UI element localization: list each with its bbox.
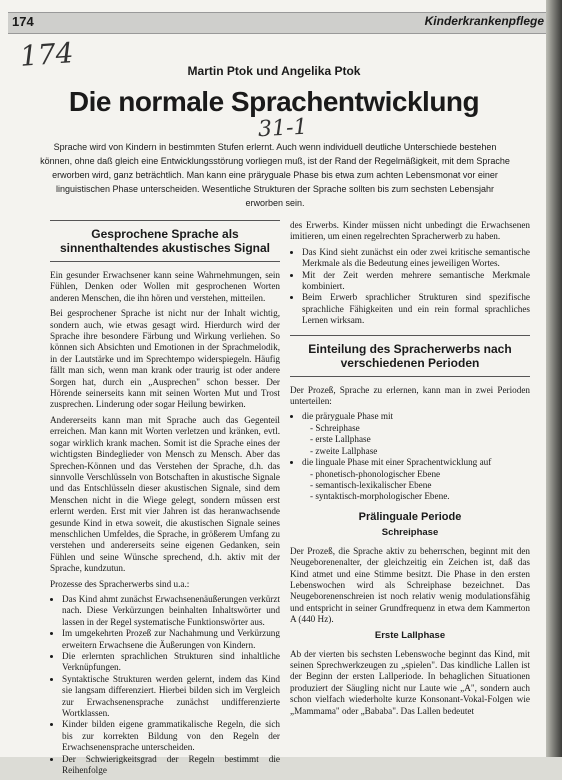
left-column [50,220,280,780]
section-heading: Einteilung des Spracherwerbs nach verschiedenen Perioden [290,335,530,377]
paragraph: Der Prozeß, die Sprache aktiv zu beherrschen, beginnt mit den Neugeborenenalter, der gleichzeitig ein Zeichen ist, daß das Kind atmet und eine Stimme besitzt. Die Phase in den ersten Lebenswochen wird als Schreiphase bezeichnet. Das Neugeborenenschreien ist noch relativ wenig modulationsfähig und entspricht in seiner Grundfrequenz in etwa dem Kammerton A (440 Hz). [290,545,530,625]
list-item-label: die präryguale Phase mit [302,411,394,422]
list-item-label: die linguale Phase mit einer Sprachentwicklung auf [302,457,492,468]
handwritten-note: 31-1 [257,114,309,143]
section-title: Kinderkrankenpflege [424,14,544,28]
list-item: • Mit der Zeit werden mehrere semantische Merkmale kombiniert. [302,270,530,293]
page-number: 174 [12,14,34,29]
sub-list-item: - syntaktisch-morphologischer Ebene. [310,491,450,502]
subsubsection-heading: Schreiphase [381,526,439,538]
sub-list-item: - semantisch-lexikalischer Ebene [310,479,432,490]
paragraph: Bei gesprochener Sprache ist nicht nur der Inhalt wichtig, sondern auch, wie etwas gesagt wird. Hierdurch wird der Sprache ihre besondere Färbung und Wirkung verliehen. So können sich Absichten und Emotionen in der Sprachmelodik, in der Lautstärke und im Sprechtempo widerspiegeln. Häufig fällt man sich, wenn man krank oder traurig ist oder andere Sorgen hat, durch ein „Ausprechen" schon besser. Der Hörende seinerseits kann mit seinen Worten Mut und Trost zusprechen. Linderung oder sogar Heilung bewirken. [50,308,280,410]
list-item: • Beim Erwerb sprachlicher Strukturen sind spezifische sprachliche Fähigkeiten und ein rein formal sprachliches Lernen wirksam. [302,292,530,326]
handwritten-note: 174 [18,36,75,73]
list-item: • Kinder bilden eigene grammatikalische Regeln, die sich bis zur korrekten Bildung von den Regeln der Erwachsenensprache unterscheiden. [62,719,280,753]
bullet-list [290,247,530,327]
page-spine-shadow [546,0,562,757]
paragraph: des Erwerbs. Kinder müssen nicht unbedingt die Erwachsenen imitieren, um einen regelrechten Spracherwerb zu haben. [290,220,530,242]
right-column [290,220,530,721]
list-item [302,457,530,503]
list-item: • Das Kind sieht zunächst ein oder zwei kritische semantische Merkmale als die Bedeutung eines jeweiligen Wortes. [302,247,530,270]
authors: Martin Ptok und Angelika Ptok [187,64,361,78]
bullet-list [50,594,280,777]
section-heading: Gesprochene Sprache als sinnenthaltendes akustisches Signal [50,220,280,262]
article-title: Die normale Sprachentwicklung [68,86,480,117]
paragraph: Andererseits kann man mit Sprache auch das Gegenteil erreichen. Man kann mit Worten verletzen und kränken, evtl. sogar wirklich krank machen. Somit ist die Sprache eines der wichtigsten Bindeglieder von Mensch zu Mensch. Aber das Sprechen-Können und das Verstehen der Sprache, d.h. das sinnvolle Verschlüsseln von Botschaften in akustische Signale und das Entschlüsseln dieser akustischen Signale, sind dem Menschen nicht in die Wiege gelegt, sondern müssen erst erlernt werden. Erst mit vier Jahren ist das heranwachsende gesunde Kind in etwa soweit, die akustischen Signale seines menschlichen Umfeldes, die Sprache, in größerem Umfang zu verstehen und andererseits seine eigenen Gedanken, sein Fühlen und seine Wünsche sprechend, d.h. aktiv mit der Sprache, kundzutun. [50,414,280,574]
abstract: Sprache wird von Kindern in bestimmten Stufen erlernt. Auch wenn individuell deutliche Unterschiede bestehen können, ohne daß gleich eine Entwicklungsstörung vorliegen muß, ist der Rand der Regelmäßigkeit, mit dem Sprache erworben wird, ganz beträchtlich. Man kann eine präryguale Phase bis etwa zum achten Lebensmonat vor einer linguistischen Phase unterscheiden. Wesentliche Strukturen der Sprache sollten bis zum sechsten Lebensjahr erworben sein. [40,142,510,208]
paragraph: Prozesse des Spracherwerbs sind u.a.: [50,578,190,589]
list-item: • Das Kind ahmt zunächst Erwachsenenäußerungen verkürzt nach. Diese Verkürzungen beinhalten Inhaltswörter und lassen in der Regel systematische Funktionswörter aus. [62,594,280,628]
list-item: • Die erlernten sprachlichen Strukturen sind inhaltliche Verknüpfungen. [62,651,280,674]
sub-list-item: - zweite Lallphase [310,445,378,456]
sub-list-item: - Schreiphase [310,422,360,433]
list-item: • Der Schwierigkeitsgrad der Regeln bestimmt die Reihenfolge [62,754,280,777]
subsection-heading: Prälinguale Periode [358,510,462,523]
bullet-list [290,411,530,502]
paragraph: Ab der vierten bis sechsten Lebenswoche beginnt das Kind, mit seinen Sprechwerkzeugen zu „spielen". Das kindliche Lallen ist der Beginn der ersten Lallperiode. In behaglichen Situationen produziert der Säugling nicht nur Laute wie „A", sondern auch schon vielfach wiederholte kurze Konsonant-Vokal-Folgen wie „Mammama" oder „Bababa". Das Lallen bedeutet [290,648,530,716]
subsubsection-heading: Erste Lallphase [374,629,446,641]
sub-list-item: - phonetisch-phonologischer Ebene [310,468,441,479]
paragraph: Der Prozeß, Sprache zu erlernen, kann man in zwei Perioden unterteilen: [290,384,530,407]
list-item: • Im umgekehrten Prozeß zur Nachahmung und Verkürzung erweitern Erwachsene die Äußerungen von Kindern. [62,628,280,651]
list-item: • Syntaktische Strukturen werden gelernt, indem das Kind sie langsam differenziert. Hierbei bilden sich im Vergleich zur Erwachsenensprache zunächst undifferenzierte Wortklassen. [62,674,280,720]
paragraph: Ein gesunder Erwachsener kann seine Wahrnehmungen, sein Fühlen, Denken oder Wollen mit gesprochenen Worten anderen Menschen, die ihn hören und verstehen, mitteilen. [50,270,280,303]
sub-list-item: - erste Lallphase [310,434,371,445]
list-item [302,411,530,457]
